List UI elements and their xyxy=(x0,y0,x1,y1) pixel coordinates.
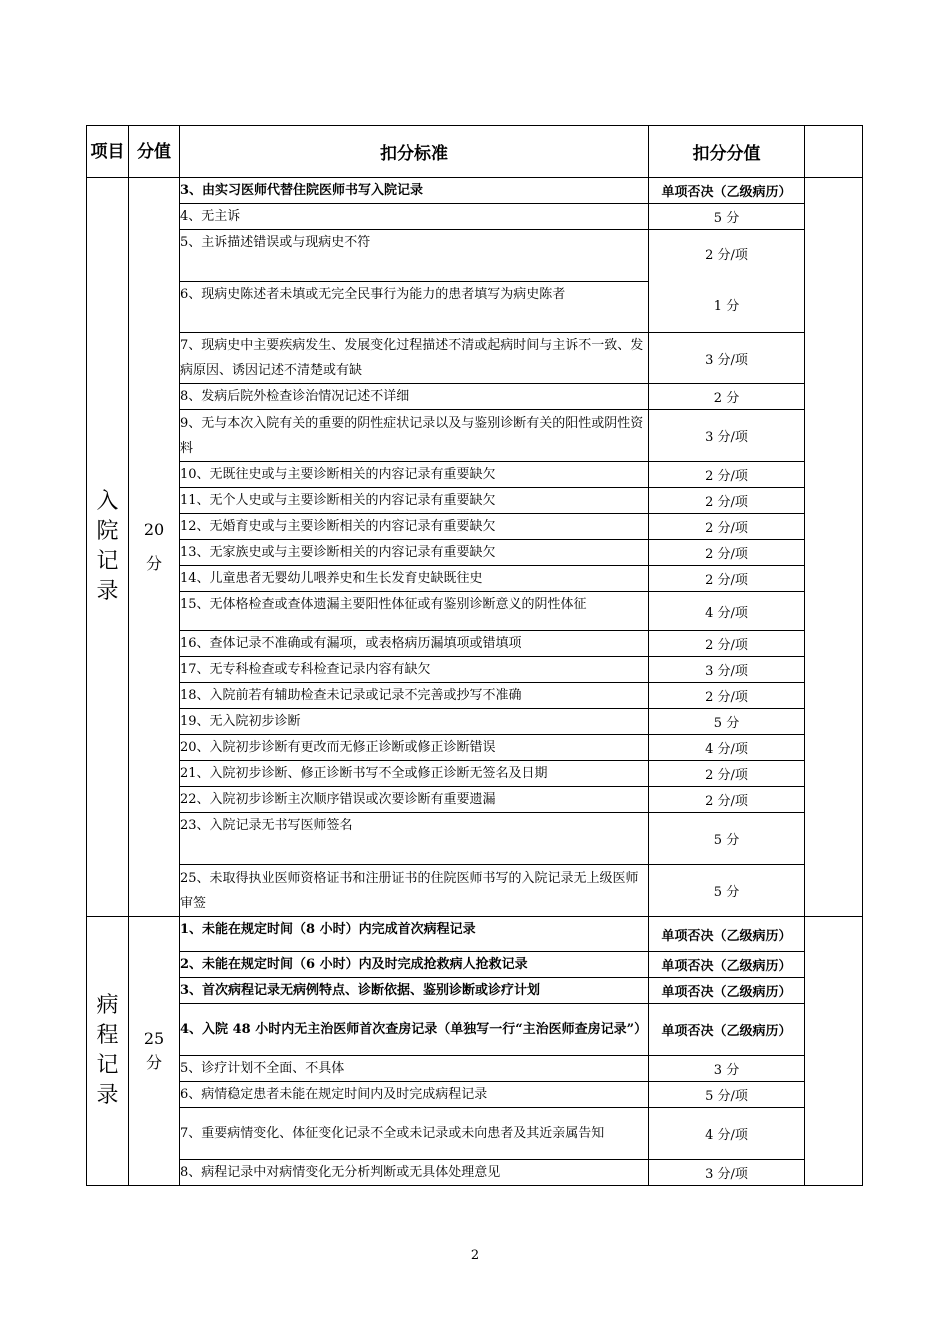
deduction-cell: 3 分/项 xyxy=(649,410,805,462)
blank-column xyxy=(805,178,863,917)
criteria-cell: 6、现病史陈述者未填或无完全民事行为能力的患者填写为病史陈者 xyxy=(180,281,649,333)
section-score-unit: 分 xyxy=(145,1053,162,1072)
deduction-cell: 单项否决（乙级病历） xyxy=(649,178,805,204)
table-row xyxy=(87,657,863,683)
criteria-cell: 5、诊疗计划不全面、不具体 xyxy=(180,1056,649,1082)
deduction-cell: 3 分 xyxy=(649,1056,805,1082)
criteria-cell: 14、儿童患者无婴幼儿喂养史和生长发育史缺既往史 xyxy=(180,566,649,592)
section-name: 入院记录 xyxy=(96,489,119,604)
table-row xyxy=(87,865,863,917)
header-deduction: 扣分分值 xyxy=(649,126,805,178)
section-name-cell xyxy=(87,917,129,1186)
deduction-cell: 4 分/项 xyxy=(649,1108,805,1160)
deduction-cell: 2 分/项 xyxy=(649,683,805,709)
table-row xyxy=(87,566,863,592)
deduction-cell: 2 分/项 xyxy=(649,540,805,566)
section-name-cell xyxy=(87,178,129,917)
criteria-cell: 5、主诉描述错误或与现病史不符 xyxy=(180,230,649,282)
scoring-table xyxy=(86,125,863,1186)
section-score-number: 25 xyxy=(143,1029,165,1048)
table-row xyxy=(87,462,863,488)
deduction-cell: 2 分/项 xyxy=(649,761,805,787)
header-blank xyxy=(805,126,863,178)
deduction-cell: 2 分/项 xyxy=(649,566,805,592)
criteria-cell: 22、入院初步诊断主次顺序错误或次要诊断有重要遗漏 xyxy=(180,787,649,813)
criteria-cell: 8、病程记录中对病情变化无分析判断或无具体处理意见 xyxy=(180,1160,649,1186)
section-score-number: 20 xyxy=(143,520,165,539)
criteria-cell: 7、重要病情变化、体征变化记录不全或未记录或未向患者及其近亲属告知 xyxy=(180,1108,649,1160)
criteria-cell: 21、入院初步诊断、修正诊断书写不全或修正诊断无签名及日期 xyxy=(180,761,649,787)
deduction-cell: 2 分/项 xyxy=(649,488,805,514)
table-row xyxy=(87,333,863,384)
table-row xyxy=(87,917,863,952)
criteria-cell: 3、首次病程记录无病例特点、诊断依据、鉴别诊断或诊疗计划 xyxy=(180,978,649,1004)
deduction-cell: 单项否决（乙级病历） xyxy=(649,978,805,1004)
criteria-cell: 12、无婚育史或与主要诊断相关的内容记录有重要缺欠 xyxy=(180,514,649,540)
criteria-cell: 19、无入院初步诊断 xyxy=(180,709,649,735)
criteria-cell: 15、无体格检查或查体遗漏主要阳性体征或有鉴别诊断意义的阴性体征 xyxy=(180,592,649,631)
table-row xyxy=(87,683,863,709)
deduction-cell: 2 分 xyxy=(649,384,805,410)
deduction-cell: 5 分 xyxy=(649,813,805,865)
blank-column xyxy=(805,917,863,1186)
deduction-cell: 5 分 xyxy=(649,709,805,735)
table-row xyxy=(87,813,863,865)
deduction-cell: 5 分/项 xyxy=(649,1082,805,1108)
section-score-unit: 分 xyxy=(145,554,162,573)
table-row xyxy=(87,952,863,978)
criteria-cell: 16、查体记录不准确或有漏项，或表格病历漏填项或错填项 xyxy=(180,631,649,657)
section-score-cell xyxy=(129,917,180,1186)
deduction-cell: 2 分/项 xyxy=(649,514,805,540)
deduction-cell: 5 分 xyxy=(649,204,805,230)
table-row xyxy=(87,1082,863,1108)
table-row xyxy=(87,592,863,631)
deduction-cell: 2 分/项 xyxy=(649,787,805,813)
page-number: 2 xyxy=(470,1248,480,1263)
deduction-cell: 3 分/项 xyxy=(649,333,805,384)
table-row xyxy=(87,178,863,204)
table-row xyxy=(87,787,863,813)
deduction-cell: 单项否决（乙级病历） xyxy=(649,917,805,952)
table-row xyxy=(87,204,863,230)
header-score: 分值 xyxy=(129,126,180,178)
table-row xyxy=(87,978,863,1004)
deduction-cell: 5 分 xyxy=(649,865,805,917)
section-score-cell xyxy=(129,178,180,917)
deduction-cell: 3 分/项 xyxy=(649,1160,805,1186)
table-row xyxy=(87,1056,863,1082)
criteria-cell: 4、入院 48 小时内无主治医师首次查房记录（单独写一行“主治医师查房记录”） xyxy=(180,1004,649,1056)
table-row xyxy=(87,230,863,282)
criteria-cell: 4、无主诉 xyxy=(180,204,649,230)
header-criteria: 扣分标准 xyxy=(180,126,649,178)
deduction-cell: 2 分/项 xyxy=(649,631,805,657)
criteria-cell: 17、无专科检查或专科检查记录内容有缺欠 xyxy=(180,657,649,683)
criteria-cell: 7、现病史中主要疾病发生、发展变化过程描述不清或起病时间与主诉不一致、发病原因、诱因记述不清楚或有缺 xyxy=(180,333,649,384)
criteria-cell: 20、入院初步诊断有更改而无修正诊断或修正诊断错误 xyxy=(180,735,649,761)
table-row xyxy=(87,410,863,462)
table-row xyxy=(87,1108,863,1160)
criteria-cell: 2、未能在规定时间（6 小时）内及时完成抢救病人抢救记录 xyxy=(180,952,649,978)
header-item: 项目 xyxy=(87,126,129,178)
criteria-cell: 10、无既往史或与主要诊断相关的内容记录有重要缺欠 xyxy=(180,462,649,488)
deduction-cell xyxy=(649,230,805,333)
criteria-cell: 18、入院前若有辅助检查未记录或记录不完善或抄写不准确 xyxy=(180,683,649,709)
criteria-cell: 3、由实习医师代替住院医师书写入院记录 xyxy=(180,178,649,204)
criteria-cell: 6、病情稳定患者未能在规定时间内及时完成病程记录 xyxy=(180,1082,649,1108)
deduction-value: 2 分/项 xyxy=(705,248,748,263)
header-row xyxy=(87,126,863,178)
criteria-cell: 23、入院记录无书写医师签名 xyxy=(180,813,649,865)
deduction-cell: 4 分/项 xyxy=(649,735,805,761)
criteria-cell: 9、无与本次入院有关的重要的阴性症状记录以及与鉴别诊断有关的阳性或阴性资料 xyxy=(180,410,649,462)
deduction-cell: 3 分/项 xyxy=(649,657,805,683)
table-row xyxy=(87,761,863,787)
deduction-cell: 2 分/项 xyxy=(649,462,805,488)
table-row xyxy=(87,1160,863,1186)
table-row xyxy=(87,631,863,657)
table-row xyxy=(87,488,863,514)
criteria-cell: 25、未取得执业医师资格证书和注册证书的住院医师书写的入院记录无上级医师审签 xyxy=(180,865,649,917)
deduction-cell: 单项否决（乙级病历） xyxy=(649,1004,805,1056)
criteria-cell: 13、无家族史或与主要诊断相关的内容记录有重要缺欠 xyxy=(180,540,649,566)
criteria-cell: 1、未能在规定时间（8 小时）内完成首次病程记录 xyxy=(180,917,649,952)
table-row xyxy=(87,735,863,761)
table-row xyxy=(87,709,863,735)
criteria-cell: 11、无个人史或与主要诊断相关的内容记录有重要缺欠 xyxy=(180,488,649,514)
deduction-cell: 4 分/项 xyxy=(649,592,805,631)
section-name: 病程记录 xyxy=(96,993,119,1108)
deduction-value: 1 分 xyxy=(713,299,740,314)
table-row xyxy=(87,514,863,540)
deduction-cell: 单项否决（乙级病历） xyxy=(649,952,805,978)
table-row xyxy=(87,384,863,410)
table-row xyxy=(87,540,863,566)
table-row xyxy=(87,1004,863,1056)
criteria-cell: 8、发病后院外检查诊治情况记述不详细 xyxy=(180,384,649,410)
